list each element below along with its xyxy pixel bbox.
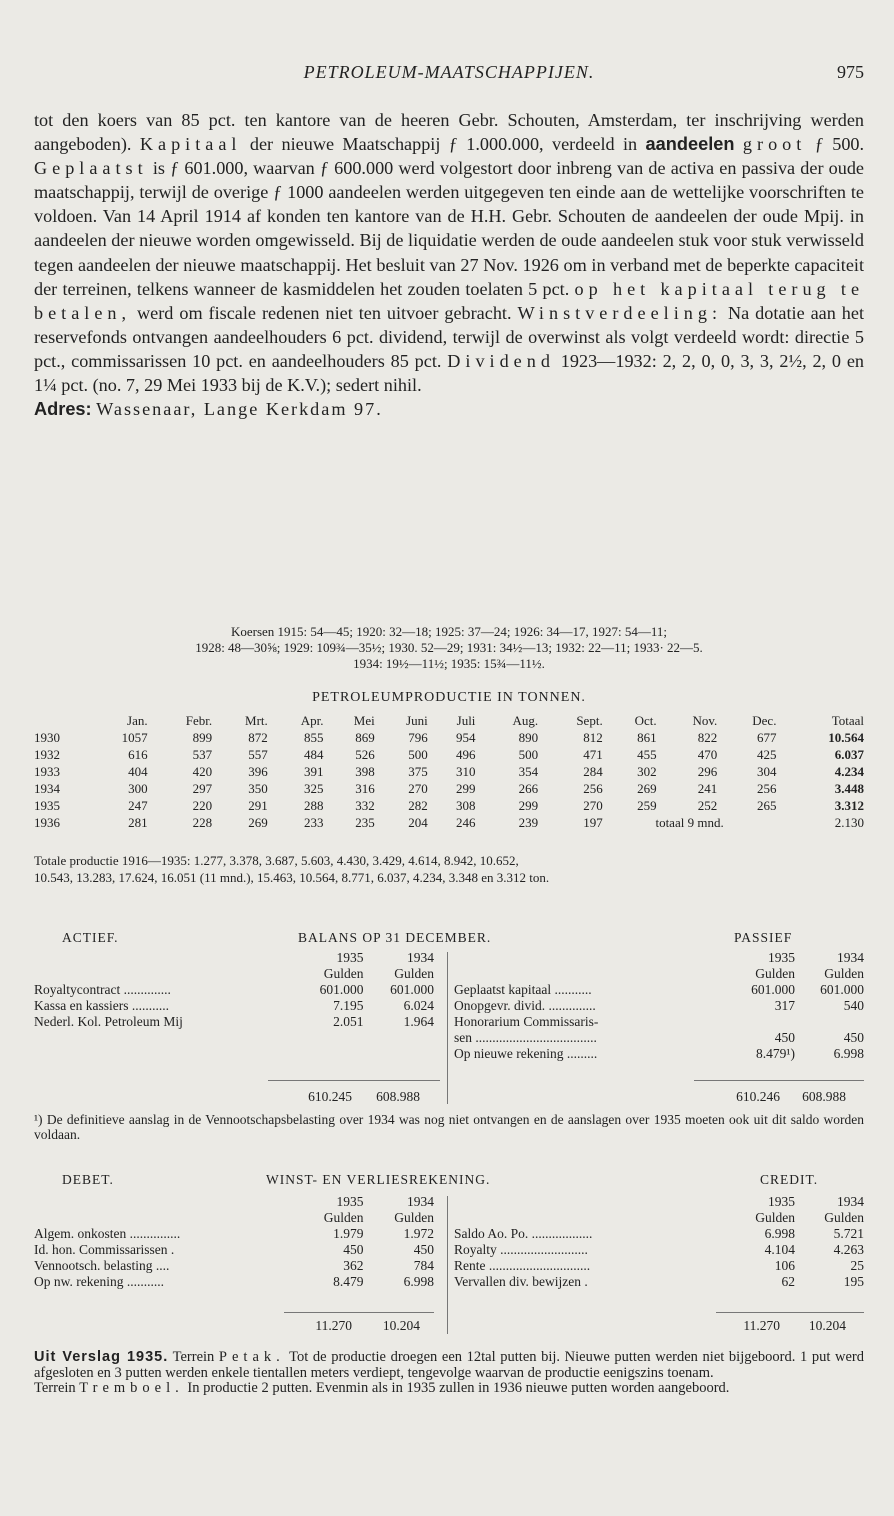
value-cell: 299 (518, 797, 539, 813)
ledger-dots: ......... (563, 1046, 598, 1061)
year-header: 1935 (767, 1194, 795, 1209)
ledger-value: 1.972 (403, 1226, 434, 1241)
column-divider (447, 952, 448, 1104)
ledger-label: Geplaatst kapitaal (454, 982, 552, 997)
col-header: Febr. (185, 712, 213, 728)
col-header: Totaal (831, 712, 864, 728)
unit-header: Gulden (394, 966, 434, 981)
total-rule (716, 1312, 864, 1313)
ledger-dots: . (580, 1274, 588, 1289)
value-cell: 299 (455, 780, 476, 796)
page-number: 975 (837, 62, 864, 82)
ledger-dots: .......................... (496, 1242, 588, 1257)
value-cell: 297 (192, 780, 213, 796)
value-cell: 6.037 (834, 746, 864, 762)
value-cell: 2.130 (834, 814, 864, 830)
col-header: Nov. (692, 712, 718, 728)
value-cell: 537 (192, 746, 213, 762)
value-cell: 308 (455, 797, 476, 813)
actief-table (34, 950, 434, 1030)
ledger-value: 601.000 (751, 982, 795, 997)
intro-text-1: tot den koers van 85 pct. ten kantore van de heeren Gebr. Schouten, Amsterdam, ter inschrijving werden aangeboden). (34, 110, 864, 155)
total-rule (268, 1080, 440, 1081)
ledger-label: Id. hon. Commissarissen (34, 1242, 168, 1257)
ledger-label-cell (34, 998, 293, 1014)
winst-total-right (716, 1318, 864, 1334)
passief-table (454, 950, 864, 1062)
col-header: Apr. (300, 712, 324, 728)
value-cell: 455 (637, 746, 657, 762)
ledger-value: 195 (843, 1274, 864, 1289)
value-cell: 375 (408, 763, 428, 779)
value-cell: 228 (192, 814, 213, 830)
ledger-label: Vennootsch. belasting (34, 1258, 153, 1273)
value-cell: 3.448 (834, 780, 864, 796)
winstverdeeling-label: Winstverdeeling: (517, 302, 723, 323)
value-cell: 1057 (121, 729, 148, 745)
verslag-text-1: Tot de productie droegen een 12tal putten bij. Nieuwe putten werden niet bijgeboord. 1 put werd afgesloten en 3 putten werden enkele tientallen meters verdiept, tengevolge waarvan de productie eenigszins toenam. (34, 1349, 864, 1381)
value-cell: 233 (303, 814, 324, 830)
value-cell: 425 (756, 746, 777, 762)
koersen-line: 1934: 19½—11½; 1935: 15¾—11½. (353, 656, 545, 671)
ledger-value: 7.195 (333, 998, 364, 1013)
credit-table (454, 1194, 864, 1290)
balans-total-right (716, 1089, 864, 1105)
ledger-value (728, 1014, 795, 1030)
unit-header: Gulden (755, 966, 795, 981)
ledger-row (454, 1014, 864, 1030)
ledger-row (454, 982, 864, 998)
total-rule (694, 1080, 864, 1081)
ledger-label: Onopgevr. divid. (454, 998, 546, 1013)
ledger-value: 25 (850, 1258, 864, 1273)
value-cell: 890 (518, 729, 539, 745)
running-header (34, 62, 864, 86)
value-cell: 470 (697, 746, 718, 762)
ledger-value: 540 (843, 998, 864, 1013)
intro-text-4: is ƒ 601.000, waarvan ƒ 600.000 werd volgestort door inbreng van de activa en passiva der oude maatschappij, terwijl de overige ƒ 1000 aandeelen werden uitgegeven ten einde aan de wettelijke voorschriften te voldoen. Van 14 April 1914 af konden ten kantore van de H.H. Gebr. Schouten de aandeelen der oude Mpij. in aandeelen der nieuwe worden omgewisseld. Bij de liquidatie werden de oude aandeelen stuk voor stuk verwisseld tegen aandeelen der nieuwe maatschappij. Het besluit van 27 Nov. 1926 om in verband met de beperkte capaciteit der terreinen, telkens wanneer de kasmiddelen het zouden toelaten 5 pct. (34, 158, 864, 299)
value-cell: 282 (408, 797, 428, 813)
ledger-row (34, 982, 434, 998)
value-cell: 310 (455, 763, 476, 779)
value-cell: 300 (128, 780, 148, 796)
value-cell: 265 (756, 797, 777, 813)
production-row (34, 814, 864, 831)
ledger-dots: .............................. (485, 1258, 591, 1273)
value-cell: 284 (583, 763, 603, 779)
ledger-value: 2.051 (333, 1014, 364, 1029)
year-header: 1934 (837, 1194, 864, 1209)
ledger-row (454, 1274, 864, 1290)
actief-heading: ACTIEF. (62, 930, 119, 945)
koersen-line: Koersen 1915: 54—45; 1920: 32—18; 1925: 37—24; 1926: 34—17, 1927: 54—11; (230, 624, 668, 639)
ledger-value: 450 (413, 1242, 434, 1257)
ledger-dots: .............. (120, 982, 171, 997)
value-cell: 291 (248, 797, 268, 813)
column-divider (447, 1196, 448, 1334)
ledger-dots: .................. (528, 1226, 593, 1241)
unit-header: Gulden (755, 1210, 795, 1225)
value-cell: 302 (637, 763, 657, 779)
balans-total-left (284, 1089, 429, 1105)
ledger-label-cell (454, 1274, 728, 1290)
ledger-row (454, 1258, 864, 1274)
unit-header: Gulden (323, 966, 364, 981)
ledger-label-cell (34, 1274, 293, 1290)
passief-heading: PASSIEF (734, 930, 793, 945)
value-cell: 350 (248, 780, 268, 796)
value-cell: 420 (192, 763, 213, 779)
value-cell: 296 (697, 763, 718, 779)
value-cell: 812 (583, 729, 603, 745)
ledger-row (34, 998, 434, 1014)
year-header: 1934 (407, 950, 434, 965)
year-cell: 1936 (34, 814, 60, 830)
ledger-dots: ........... (128, 998, 169, 1013)
production-table (34, 712, 864, 831)
col-header (34, 712, 84, 729)
ledger-dots: .............. (545, 998, 596, 1013)
value-cell: 557 (248, 746, 268, 762)
ledger-label: Op nieuwe rekening (454, 1046, 564, 1061)
unit-header: Gulden (824, 1210, 864, 1225)
intro-text-5: werd om fiscale redenen niet ten uitvoer gebracht. (137, 302, 512, 323)
col-header: Oct. (634, 712, 657, 728)
ledger-value: 601.000 (820, 982, 864, 997)
ledger-label: Vervallen div. bewijzen (454, 1274, 581, 1289)
value-cell: 239 (518, 814, 539, 830)
total-value: 610.245 (308, 1089, 352, 1104)
debet-heading: DEBET. (62, 1172, 114, 1187)
production-row (34, 797, 864, 814)
ledger-value: 784 (413, 1258, 434, 1273)
value-cell: 484 (303, 746, 324, 762)
ledger-dots: ........... (551, 982, 592, 997)
production-header-row (34, 712, 864, 729)
value-cell: 899 (192, 729, 213, 745)
value-cell: 796 (408, 729, 428, 745)
total-value: 608.988 (376, 1089, 420, 1104)
kapitaal-label: Kapitaal (139, 134, 242, 155)
year-header: 1935 (767, 950, 795, 965)
dividend-label: Dividend (447, 350, 555, 371)
ledger-label-cell (454, 1226, 728, 1242)
ledger-value: 6.998 (764, 1226, 795, 1241)
company-description (34, 108, 864, 421)
balans-title: BALANS OP 31 DECEMBER. (298, 930, 492, 945)
debet-table (34, 1194, 434, 1290)
ledger-dots: ............... (126, 1226, 181, 1241)
year-cell: 1932 (34, 746, 60, 762)
year-header: 1935 (336, 950, 364, 965)
value-cell: 471 (583, 746, 603, 762)
ledger-value: 450 (843, 1030, 864, 1045)
value-cell: 10.564 (828, 729, 864, 745)
total-value: 608.988 (802, 1089, 846, 1104)
col-header: Mei (353, 712, 375, 728)
ledger-label-cell (34, 1226, 293, 1242)
value-cell: 861 (637, 729, 657, 745)
ledger-value: 450 (343, 1242, 364, 1257)
value-cell: 256 (583, 780, 603, 796)
col-header: Sept. (576, 712, 603, 728)
verslag-text-2: In productie 2 putten. Evenmin als in 1935 zullen in 1936 nieuwe putten worden aangeboord. (187, 1380, 730, 1396)
value-cell: 266 (518, 780, 539, 796)
geplaatst-label: Geplaatst (34, 158, 148, 179)
value-cell: 391 (303, 763, 324, 779)
ledger-label-cell (34, 982, 293, 998)
value-cell: 256 (756, 780, 777, 796)
ledger-label-cell (454, 1258, 728, 1274)
col-header: Jan. (127, 712, 148, 728)
ledger-value: 8.479¹) (756, 1046, 795, 1061)
ledger-row (34, 1014, 434, 1030)
col-header: Dec. (752, 712, 777, 728)
total-rule (284, 1312, 434, 1313)
winst-total-left (284, 1318, 429, 1334)
value-cell: 616 (128, 746, 148, 762)
adres-value: Wassenaar, Lange Kerkdam 97. (96, 399, 383, 420)
ledger-dots: . (167, 1242, 175, 1257)
value-cell: 197 (583, 814, 603, 830)
ledger-label-cell (454, 998, 728, 1014)
ledger-dots: .... (152, 1258, 170, 1273)
ledger-value: 1.964 (403, 1014, 434, 1029)
ledger-label: Royaltycontract (34, 982, 121, 997)
value-cell: 3.312 (834, 797, 864, 813)
total-value: 11.270 (315, 1318, 352, 1333)
ledger-value: 601.000 (390, 982, 434, 997)
intro-text-2: der nieuwe Maatschappij ƒ 1.000.000, verdeeld in (249, 134, 638, 155)
year-cell: 1935 (34, 797, 60, 813)
value-cell: 500 (518, 746, 539, 762)
ledger-row (454, 1030, 864, 1046)
value-cell: 252 (697, 797, 718, 813)
value-cell: 325 (303, 780, 324, 796)
ledger-label: sen (454, 1030, 472, 1045)
page-title: PETROLEUM-MAATSCHAPPIJEN. (303, 62, 595, 82)
ledger-value: 8.479 (333, 1274, 364, 1289)
balans-heading (34, 930, 864, 948)
ledger-label: Royalty (454, 1242, 497, 1257)
col-header: Juli (456, 712, 476, 728)
production-row (34, 780, 864, 797)
ledger-label-cell (34, 1258, 293, 1274)
ledger-value: 450 (774, 1030, 795, 1045)
year-cell: 1934 (34, 780, 60, 796)
petak-label: Petak. (218, 1349, 285, 1365)
value-cell: 270 (583, 797, 603, 813)
value-cell: 241 (697, 780, 718, 796)
value-cell: 269 (248, 814, 268, 830)
ledger-label: Kassa en kassiers (34, 998, 129, 1013)
winst-title: WINST- EN VERLIESREKENING. (266, 1172, 491, 1187)
ledger-label-cell (34, 1014, 293, 1030)
ledger-value: 1.979 (333, 1226, 364, 1241)
value-cell: 822 (697, 729, 718, 745)
ledger-value: 5.721 (833, 1226, 864, 1241)
value-cell: 281 (128, 814, 148, 830)
verslag-label: Uit Verslag 1935. (34, 1349, 169, 1365)
ledger-value: 6.998 (403, 1274, 434, 1289)
value-cell: 398 (355, 763, 375, 779)
koersen-block (34, 624, 864, 672)
ledger-row (454, 1046, 864, 1062)
year-header: 1935 (336, 1194, 364, 1209)
verslag-section (34, 1350, 864, 1397)
value-cell: 204 (408, 814, 428, 830)
value-cell: 396 (248, 763, 268, 779)
value-cell: 496 (455, 746, 476, 762)
col-header: Aug. (512, 712, 539, 728)
ledger-label: Nederl. Kol. Petroleum Mij (34, 1014, 183, 1029)
total-value: 11.270 (743, 1318, 780, 1333)
ledger-value: 601.000 (319, 982, 364, 997)
value-cell: 869 (355, 729, 375, 745)
ledger-label: Honorarium Commissaris- (454, 1014, 599, 1029)
total-value: 10.204 (808, 1318, 846, 1333)
value-cell: 247 (128, 797, 148, 813)
year-header: 1934 (837, 950, 864, 965)
year-cell: 1933 (34, 763, 60, 779)
value-cell: 259 (637, 797, 657, 813)
value-cell: 855 (303, 729, 324, 745)
winst-heading (34, 1172, 864, 1190)
ledger-row (454, 1242, 864, 1258)
year-cell: 1930 (34, 729, 60, 745)
value-cell: 872 (248, 729, 268, 745)
ledger-value: 62 (781, 1274, 795, 1289)
ledger-label: Op nw. rekening (34, 1274, 124, 1289)
total-production-note (34, 852, 864, 886)
ledger-label-cell (454, 1046, 728, 1062)
value-cell: 246 (455, 814, 476, 830)
adres-label: Adres: (34, 399, 92, 420)
value-cell: 500 (408, 746, 428, 762)
groot-label: groot (742, 134, 807, 155)
value-cell: 220 (192, 797, 213, 813)
ledger-value: 4.263 (833, 1242, 864, 1257)
ledger-label-cell (454, 1014, 728, 1030)
ledger-label: Rente (454, 1258, 486, 1273)
ledger-label: Algem. onkosten (34, 1226, 127, 1241)
ledger-value: 362 (343, 1258, 364, 1273)
balans-footnote: ¹) De definitieve aanslag in de Vennootschapsbelasting over 1934 was nog niet ontvangen en de aanslagen over 1935 moeten ook uit dit saldo worden voldaan. (34, 1112, 864, 1142)
ledger-label-cell (454, 1030, 728, 1046)
ledger-value: 317 (774, 998, 795, 1013)
ledger-value: 4.104 (764, 1242, 795, 1257)
aandeelen-label: aandeelen (645, 134, 735, 155)
production-row (34, 729, 864, 746)
ledger-row (34, 1274, 434, 1290)
ledger-dots: ........... (123, 1274, 164, 1289)
ledger-dots: .................................... (472, 1030, 597, 1045)
value-cell: 954 (455, 729, 476, 745)
koersen-line: 1928: 48—30⅝; 1929: 109¾—35½; 1930. 52—29; 1931: 34½—13; 1932: 22—11; 1933· 22—5. (195, 640, 703, 655)
unit-header: Gulden (394, 1210, 434, 1225)
ledger-row (454, 1226, 864, 1242)
intro-text-6: Na dotatie aan het reservefonds ontvangen aandeelhouders 6 pct. dividend, terwijl de overwinst als volgt verdeeld wordt: directie 5 pct., commissarissen 10 pct. en aandeelhouders 85 pct. (34, 302, 865, 371)
production-row (34, 763, 864, 780)
value-cell: 316 (355, 780, 375, 796)
ledger-row (34, 1242, 434, 1258)
value-cell: 4.234 (834, 763, 864, 779)
production-row (34, 746, 864, 763)
unit-header: Gulden (824, 966, 864, 981)
total-production-line: Totale productie 1916—1935: 1.277, 3.378, 3.687, 5.603, 4.430, 3.429, 4.614, 8.942, 10.652, (34, 853, 519, 868)
terug-label: op het kapitaal terug te betalen, (34, 278, 865, 323)
value-cell: 677 (756, 729, 777, 745)
tremboel-label: Tremboel. (79, 1380, 184, 1396)
credit-heading: CREDIT. (760, 1172, 819, 1187)
intro-text-3: ƒ 500. (814, 134, 865, 155)
value-cell: 270 (408, 780, 428, 796)
unit-header: Gulden (323, 1210, 364, 1225)
year-header: 1934 (407, 1194, 434, 1209)
value-cell: 526 (355, 746, 375, 762)
value-cell: totaal 9 mnd. (655, 814, 724, 830)
value-cell: 288 (303, 797, 324, 813)
ledger-value: 106 (774, 1258, 795, 1273)
value-cell: 269 (637, 780, 657, 796)
production-title: PETROLEUMPRODUCTIE IN TONNEN. (312, 690, 586, 705)
value-cell: 304 (756, 763, 777, 779)
ledger-value: 6.998 (833, 1046, 864, 1061)
ledger-value (795, 1014, 864, 1030)
ledger-label-cell (454, 1242, 728, 1258)
ledger-row (454, 998, 864, 1014)
col-header: Mrt. (245, 712, 268, 728)
total-value: 10.204 (382, 1318, 420, 1333)
ledger-label-cell (34, 1242, 293, 1258)
verslag-terrein-label: Terrein (34, 1380, 76, 1396)
value-cell: 235 (355, 814, 375, 830)
value-cell: 332 (355, 797, 375, 813)
ledger-label: Saldo Ao. Po. (454, 1226, 529, 1241)
value-cell: 404 (128, 763, 148, 779)
ledger-row (34, 1226, 434, 1242)
col-header: Juni (406, 712, 428, 728)
total-production-line: 10.543, 13.283, 17.624, 16.051 (11 mnd.), 15.463, 10.564, 8.771, 6.037, 4.234, 3.348 en 3.312 ton. (34, 870, 550, 885)
total-value: 610.246 (736, 1089, 780, 1104)
value-cell: 354 (518, 763, 539, 779)
intro-text-7: 1923—1932: 2, 2, 0, 0, 3, 3, 2½, 2, 0 en 1¼ pct. (no. 7, 29 Mei 1933 bij de K.V.); sedert nihil. (34, 350, 865, 396)
ledger-value: 6.024 (403, 998, 434, 1013)
ledger-label-cell (454, 982, 728, 998)
ledger-row (34, 1258, 434, 1274)
verslag-terrein-label: Terrein (172, 1349, 215, 1365)
